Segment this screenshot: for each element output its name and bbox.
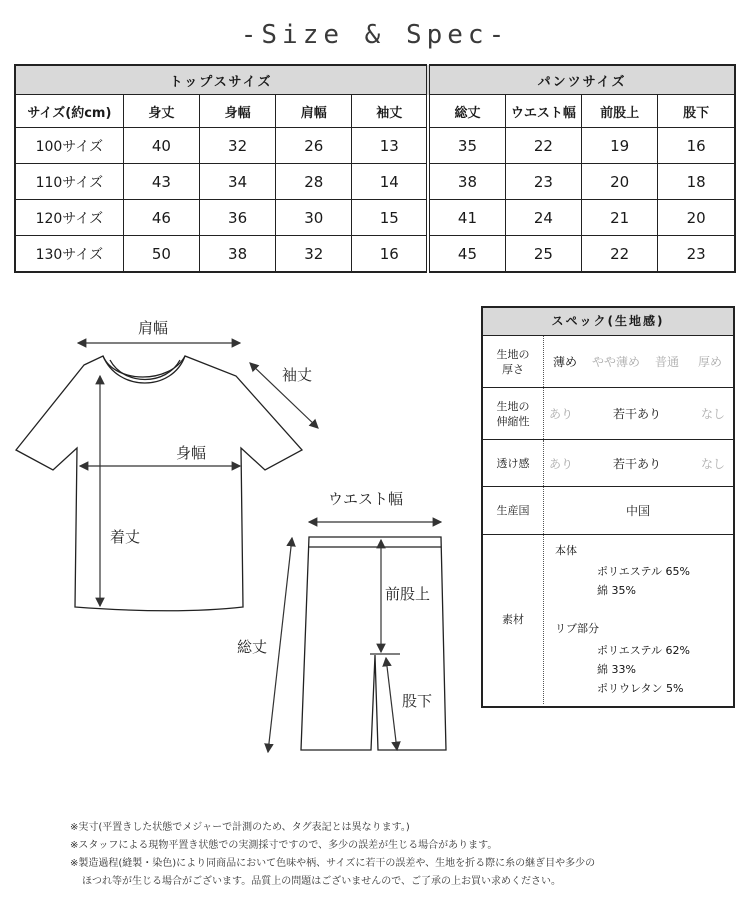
note-line: ほつれ等が生じる場合がございます。品質上の問題はございませんので、ご了承の上お買い求めください。 xyxy=(82,876,561,887)
material-rib-title: リブ部分 xyxy=(555,622,599,635)
table-cell: 14 xyxy=(352,164,428,200)
shoulder-width-label: 肩幅 xyxy=(138,319,169,337)
table-cell: 20 xyxy=(582,164,658,200)
table-cell: 32 xyxy=(199,128,275,164)
spec-label: 生地の 厚さ xyxy=(483,336,544,387)
table-cell: 21 xyxy=(582,200,658,236)
spec-option: 厚め xyxy=(697,355,722,369)
table-cell: 16 xyxy=(658,128,735,164)
spec-title: スペック(生地感) xyxy=(483,308,733,336)
spec-row-sheer xyxy=(483,440,733,487)
table-cell: 45 xyxy=(428,236,505,273)
column-header: 身丈 xyxy=(123,95,199,128)
spec-table xyxy=(481,306,735,708)
waist-width-label: ウエスト幅 xyxy=(328,490,404,508)
total-length-arrow xyxy=(268,538,292,752)
spec-row-stretch xyxy=(483,388,733,440)
table-cell: 40 xyxy=(123,128,199,164)
spec-option-selected: 若干あり xyxy=(612,456,661,471)
table-cell: 26 xyxy=(276,128,352,164)
table-cell: 13 xyxy=(352,128,428,164)
measurement-diagram xyxy=(0,290,470,770)
table-cell: 38 xyxy=(199,236,275,273)
spec-row-thickness xyxy=(483,336,733,388)
table-cell: 110サイズ xyxy=(15,164,123,200)
spec-option: なし xyxy=(700,456,725,471)
spec-option: あり xyxy=(548,456,573,471)
table-cell: 22 xyxy=(582,236,658,273)
material-body-title: 本体 xyxy=(555,544,577,557)
spec-option: 普通 xyxy=(654,355,679,369)
body-width-label: 身幅 xyxy=(176,444,207,462)
spec-label: 素材 xyxy=(483,535,544,704)
table-cell: 18 xyxy=(658,164,735,200)
note-line: ※スタッフによる現物平置き状態での実測採寸ですので、多少の誤差が生じる場合があります。 xyxy=(70,840,498,851)
material-line: ポリエステル 62% xyxy=(597,644,690,657)
table-cell: 36 xyxy=(199,200,275,236)
column-header: 股下 xyxy=(658,95,735,128)
column-header: 前股上 xyxy=(582,95,658,128)
spec-option: なし xyxy=(700,407,725,421)
column-header: 肩幅 xyxy=(276,95,352,128)
table-cell: 20 xyxy=(658,200,735,236)
inseam-label: 股下 xyxy=(402,692,433,710)
table-cell: 46 xyxy=(123,200,199,236)
spec-option-selected: 若干あり xyxy=(612,407,661,421)
front-rise-label: 前股上 xyxy=(385,585,431,603)
table-cell: 25 xyxy=(505,236,581,273)
table-cell: 30 xyxy=(276,200,352,236)
table-row xyxy=(15,236,735,273)
table-cell: 35 xyxy=(428,128,505,164)
spec-option: あり xyxy=(548,407,573,421)
table-cell: 23 xyxy=(505,164,581,200)
pants-outline xyxy=(301,537,446,750)
inseam-arrow xyxy=(386,658,397,750)
column-header: ウエスト幅 xyxy=(505,95,581,128)
column-header: 身幅 xyxy=(199,95,275,128)
spec-label: 透け感 xyxy=(483,440,544,486)
table-cell: 130サイズ xyxy=(15,236,123,273)
spec-label: 生地の 伸縮性 xyxy=(483,388,544,439)
table-cell: 38 xyxy=(428,164,505,200)
table-row xyxy=(15,164,735,200)
table-cell: 22 xyxy=(505,128,581,164)
pants-size-header: パンツサイズ xyxy=(428,65,735,95)
table-cell: 15 xyxy=(352,200,428,236)
material-line: 綿 35% xyxy=(597,584,636,597)
spec-label: 生産国 xyxy=(483,487,544,534)
table-cell: 41 xyxy=(428,200,505,236)
table-cell: 24 xyxy=(505,200,581,236)
material-line: ポリエステル 65% xyxy=(597,565,690,578)
column-header: 総丈 xyxy=(428,95,505,128)
table-cell: 19 xyxy=(582,128,658,164)
page-title: -Size & Spec- xyxy=(240,20,510,50)
table-cell: 43 xyxy=(123,164,199,200)
spec-row-material xyxy=(483,535,733,704)
spec-value: 中国 xyxy=(625,504,650,518)
spec-row-origin xyxy=(483,487,733,535)
table-cell: 100サイズ xyxy=(15,128,123,164)
size-table xyxy=(14,64,736,268)
note-line: ※製造過程(縫製・染色)により同商品において色味や柄、サイズに若干の誤差や、生地を折る際に糸の継ぎ目や多少の xyxy=(70,858,596,869)
sleeve-length-label: 袖丈 xyxy=(282,366,313,384)
table-cell: 16 xyxy=(352,236,428,273)
spec-option-selected: 薄め xyxy=(552,355,577,369)
material-line: 綿 33% xyxy=(597,663,636,676)
table-cell: 28 xyxy=(276,164,352,200)
tops-size-header: トップスサイズ xyxy=(15,65,428,95)
table-row xyxy=(15,200,735,236)
table-cell: 120サイズ xyxy=(15,200,123,236)
total-length-label: 総丈 xyxy=(237,638,268,656)
tshirt-outline xyxy=(16,356,302,611)
table-row xyxy=(15,128,735,164)
table-cell: 32 xyxy=(276,236,352,273)
table-cell: 34 xyxy=(199,164,275,200)
body-length-label: 着丈 xyxy=(110,528,141,546)
column-header: サイズ(約cm) xyxy=(15,95,123,128)
table-cell: 23 xyxy=(658,236,735,273)
table-cell: 50 xyxy=(123,236,199,273)
material-line: ポリウレタン 5% xyxy=(597,682,684,695)
column-header: 袖丈 xyxy=(352,95,428,128)
spec-option: やや薄め xyxy=(591,355,640,369)
note-line: ※実寸(平置きした状態でメジャーで計測のため、タグ表記とは異なります。) xyxy=(70,822,410,833)
